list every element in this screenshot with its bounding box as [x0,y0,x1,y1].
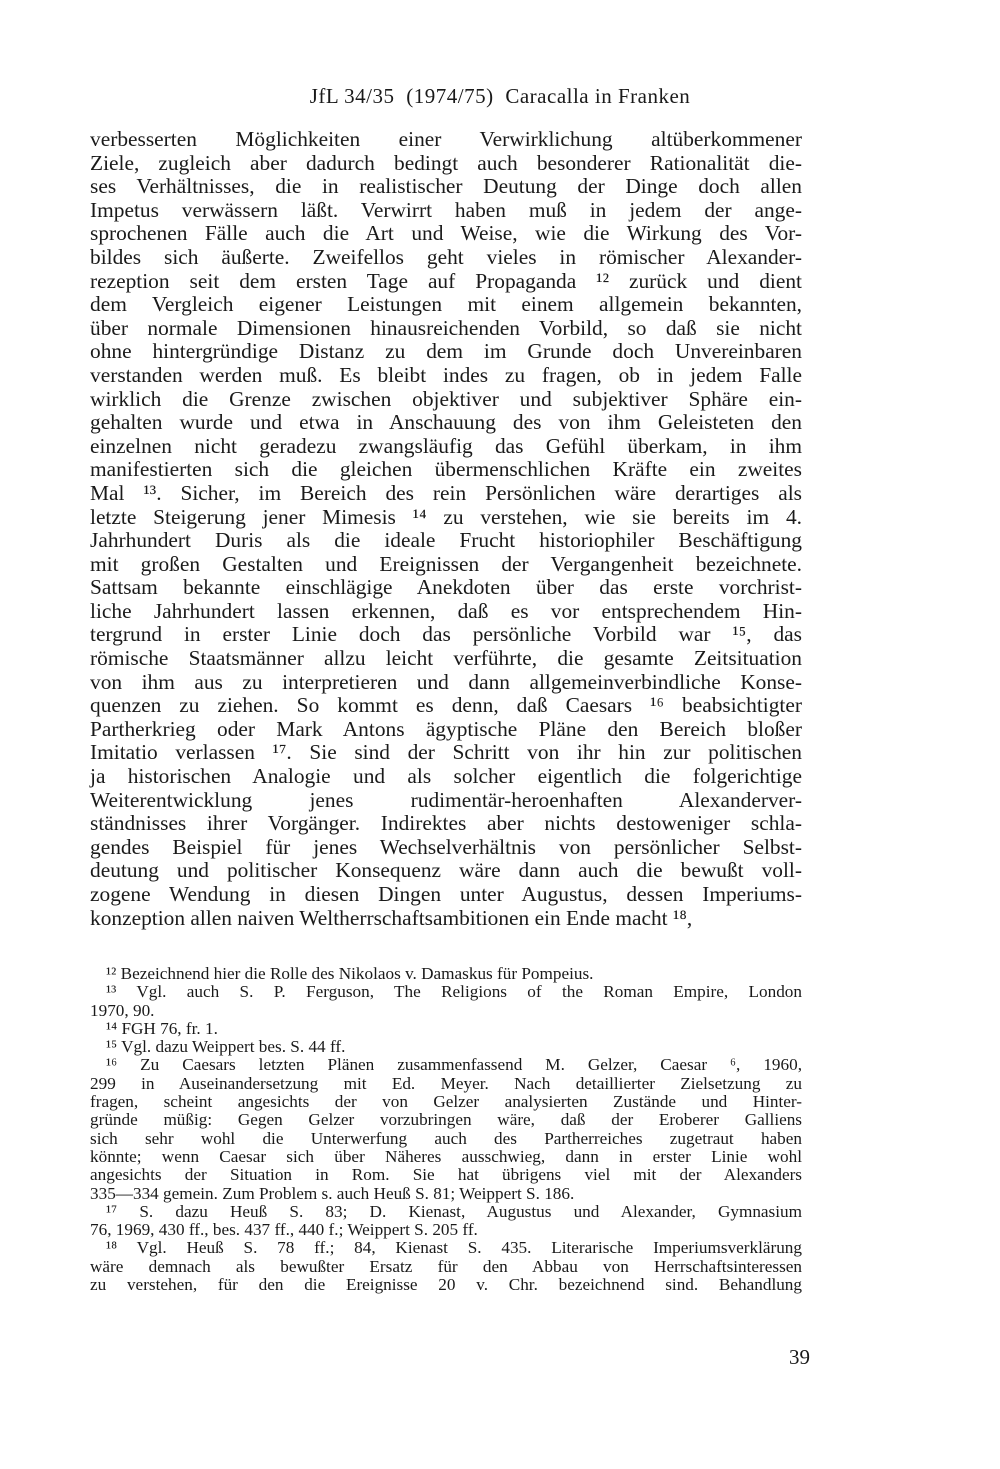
body-line: Imitatio verlassen ¹⁷. Sie sind der Schritt von ihr hin zur politischen [90,740,802,765]
body-line: tergrund in erster Linie doch das persönliche Vorbild war ¹⁵, das [90,622,802,647]
body-line: rezeption seit dem ersten Tage auf Propaganda ¹² zurück und dient [90,268,802,293]
body-line: Jahrhundert Duris als die ideale Frucht historiophiler Beschäftigung [90,528,802,553]
body-line: dem Vergleich eigener Leistungen mit einem allgemein bekannten, [90,292,802,317]
journal-abbrev: JfL 34/35 [309,84,395,108]
body-line: ohne hintergründige Distanz zu dem im Grunde doch Unvereinbaren [90,339,802,364]
body-line: liche Jahrhundert lassen erkennen, daß es vor entsprechendem Hin- [90,598,802,623]
body-line: über normale Dimensionen hinausreichenden Vorbild, so daß sie nicht [90,315,802,340]
footnote-line: sich sehr wohl die Unterwerfung auch des Partherreiches zugetraut haben [90,1128,802,1148]
article-title: Caracalla in Franken [505,84,691,108]
body-line: sprochenen Fälle auch die Art und Weise, wie die Wirkung des Vor- [90,221,802,246]
footnote-line: 76, 1969, 430 ff., bes. 437 ff., 440 f.; Weippert S. 205 ff. [90,1220,478,1240]
footnote-line: 299 in Auseinandersetzung mit Ed. Meyer. Nach detaillierter Zielsetzung zu [90,1073,802,1093]
body-line: mit großen Gestalten und Ereignissen der Vergangenheit bezeichnete. [90,551,802,576]
body-line: Mal ¹³. Sicher, im Bereich des rein Persönlichen wäre derartiges als [90,480,802,505]
running-header [0,84,1000,109]
journal-years: (1974/75) [406,84,494,108]
body-line: ständnisses ihrer Vorgänger. Indirektes aber nichts destoweniger schla- [90,811,802,836]
body-line: verbesserten Möglichkeiten einer Verwirklichung altüberkommener [90,127,802,151]
footnote-line: ¹⁵ Vgl. dazu Weippert bes. S. 44 ff. [106,1037,346,1057]
body-line: Partherkrieg oder Mark Antons ägyptische Pläne den Bereich bloßer [90,716,802,741]
footnote-line: ¹⁸ Vgl. Heuß S. 78 ff.; 84, Kienast S. 435. Literarische Imperiumsverklärung [106,1238,802,1258]
body-line: Ziele, zugleich aber dadurch bedingt auch besonderer Rationalität die- [90,150,802,175]
body-line: ses Verhältnisses, die in realistischer Deutung der Dinge doch allen [90,174,802,199]
footnote-line: wäre demnach als bewußter Ersatz für den Abbau von Herrschaftsinteressen [90,1256,802,1276]
body-line: verstanden werden muß. Es bleibt indes zu fragen, ob in jedem Falle [90,362,802,387]
body-line: konzeption allen naiven Weltherrschaftsambitionen ein Ende macht ¹⁸, [90,905,693,930]
body-line: gendes Beispiel für jenes Wechselverhältnis von persönlicher Selbst- [90,834,802,859]
footnote-line: ¹³ Vgl. auch S. P. Ferguson, The Religions of the Roman Empire, London [106,982,802,1002]
body-line: wirklich die Grenze zwischen objektiver und subjektiver Sphäre ein- [90,386,802,411]
footnote-line: könnte; wenn Caesar sich über Näheres ausschwieg, dann in erster Linie wohl [90,1146,802,1166]
footnote-line: ¹² Bezeichnend hier die Rolle des Nikolaos v. Damaskus für Pompeius. [106,964,594,983]
footnote-line: ¹⁴ FGH 76, fr. 1. [106,1018,218,1038]
footnote-line: 335—334 gemein. Zum Problem s. auch Heuß S. 81; Weippert S. 186. [90,1183,575,1203]
body-line: römische Staatsmänner allzu leicht verführte, die gesamte Zeitsituation [90,646,802,671]
body-line: manifestierten sich die gleichen übermenschlichen Kräfte ein zweites [90,457,802,482]
body-line: letzte Steigerung jener Mimesis ¹⁴ zu verstehen, wie sie bereits im 4. [90,504,802,529]
body-line: zogene Wendung in diesen Dingen unter Augustus, dessen Imperiums- [90,882,802,906]
footnote-line: ¹⁷ S. dazu Heuß S. 83; D. Kienast, Augustus und Alexander, Gymnasium [106,1201,802,1221]
body-line: Sattsam bekannte einschlägige Anekdoten über das erste vorchrist- [90,575,802,600]
footnote-line: gründe müßig: Gegen Gelzer vorzubringen wäre, daß der Eroberer Galliens [90,1110,802,1130]
footnote-line: zu verstehen, für den die Ereignisse 20 v. Chr. bezeichnend sind. Behandlung [90,1275,802,1295]
footnote-line: 1970, 90. [90,1000,155,1020]
page-number: 39 [789,1345,810,1369]
body-line: von ihm aus zu interpretieren und dann allgemeinverbindliche Konse- [90,669,802,694]
body-line: quenzen zu ziehen. So kommt es denn, daß Caesars ¹⁶ beabsichtigter [90,693,802,718]
body-text [90,128,802,930]
footnote-line: fragen, scheint angesichts der von Gelzer analysierten Zustände und Hinter- [90,1092,802,1112]
body-line: Weiterentwicklung jenes rudimentär-heroenhaften Alexanderver- [90,787,802,812]
footnote-line: ¹⁶ Zu Caesars letzten Plänen zusammenfassend M. Gelzer, Caesar ⁶, 1960, [106,1055,802,1075]
footnote-line: angesichts der Situation in Rom. Sie hat übrigens viel mit der Alexanders [90,1165,802,1185]
body-line: bildes sich äußerte. Zweifellos geht vieles in römischer Alexander- [90,244,802,269]
body-line: deutung und politischer Konsequenz wäre dann auch die bewußt voll- [90,858,802,883]
body-line: gehalten wurde und etwa in Anschauung des von ihm Geleisteten den [90,410,802,435]
footnotes [90,965,802,1294]
body-line: einzelnen nicht geradezu zwangsläufig das Gefühl überkam, in ihm [90,433,802,458]
body-line: Impetus verwässern läßt. Verwirrt haben muß in jedem der ange- [90,197,802,222]
body-line: ja historischen Analogie und als solcher eigentlich die folgerichtige [90,764,802,789]
